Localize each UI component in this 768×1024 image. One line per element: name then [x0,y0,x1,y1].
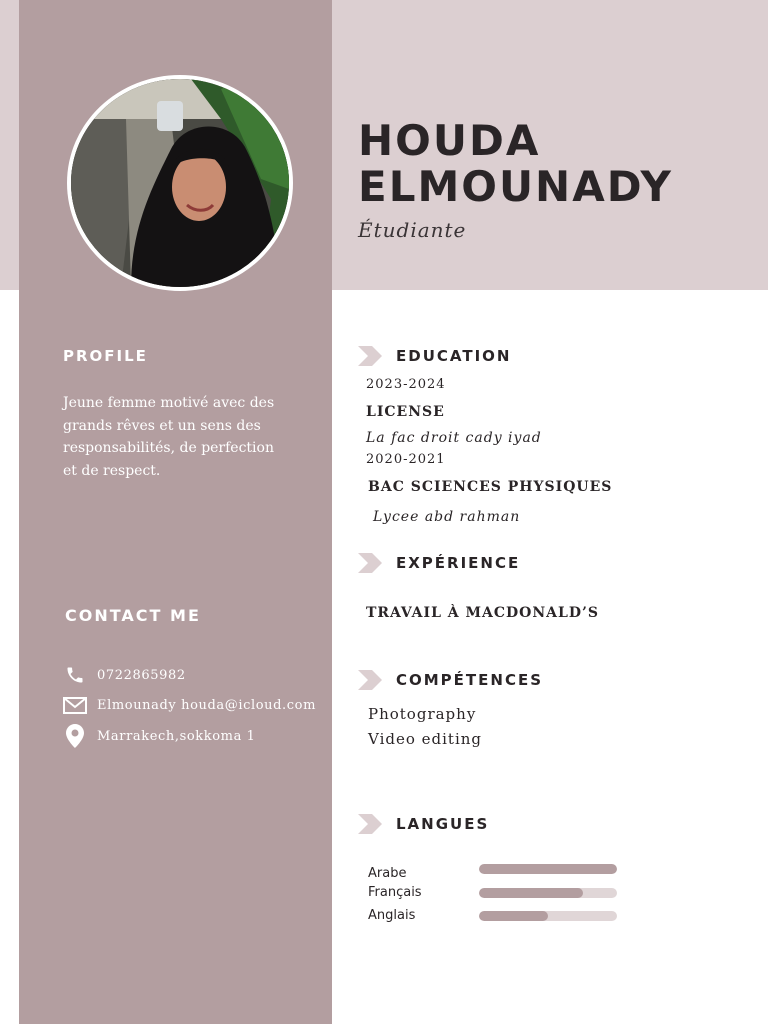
contact-phone [63,664,186,686]
phone-icon [63,664,87,686]
education-title: LICENSE [366,404,445,420]
contact-email [63,694,316,716]
job-title: Étudiante [358,218,467,242]
contact-email-text: Elmounady houda@icloud.com [97,697,317,713]
skills-heading-label: COMPÉTENCES [396,671,544,689]
language-level-bar [479,864,617,874]
skill-item: Video editing [368,730,483,748]
full-name [358,118,673,210]
chevron-right-icon [358,814,382,834]
skill-item: Photography [368,705,477,723]
chevron-right-icon [358,346,382,366]
education-years: 2023-2024 [366,377,446,392]
experience-heading-label: EXPÉRIENCE [396,554,521,572]
location-pin-icon [63,725,87,747]
profile-text: Jeune femme motivé avec des grands rêves et un sens des responsabilités, de perfection et de respect. [63,395,275,479]
profile-photo-image [71,79,289,287]
language-level-fill [479,864,617,874]
chevron-right-icon [358,670,382,690]
skills-heading [358,670,543,690]
profile-heading: PROFILE [63,347,148,365]
chevron-right-icon [358,553,382,573]
education-years: 2020-2021 [366,452,446,467]
education-heading [358,346,511,366]
education-heading-label: EDUCATION [396,347,512,365]
language-level-fill [479,888,583,898]
first-name: HOUDA [358,116,541,165]
experience-entry: TRAVAIL À MACDONALD’S [366,605,600,621]
education-school: Lycee abd rahman [373,509,521,525]
contact-address [63,725,256,747]
contact-address-text: Marrakech,sokkoma 1 [97,728,256,744]
language-name: Anglais [368,908,416,923]
language-name: Arabe [368,866,407,881]
profile-photo [67,75,293,291]
education-title: BAC SCIENCES PHYSIQUES [368,479,613,495]
languages-heading [358,814,489,834]
experience-heading [358,553,520,573]
last-name: ELMOUNADY [358,162,673,211]
language-name: Français [368,885,422,900]
language-level-bar [479,911,617,921]
contact-heading: CONTACT ME [65,606,201,625]
education-school: La fac droit cady iyad [366,430,542,446]
language-level-fill [479,911,548,921]
languages-heading-label: LANGUES [396,815,490,833]
mail-icon [63,694,87,716]
contact-phone-text: 0722865982 [97,667,186,683]
language-level-bar [479,888,617,898]
